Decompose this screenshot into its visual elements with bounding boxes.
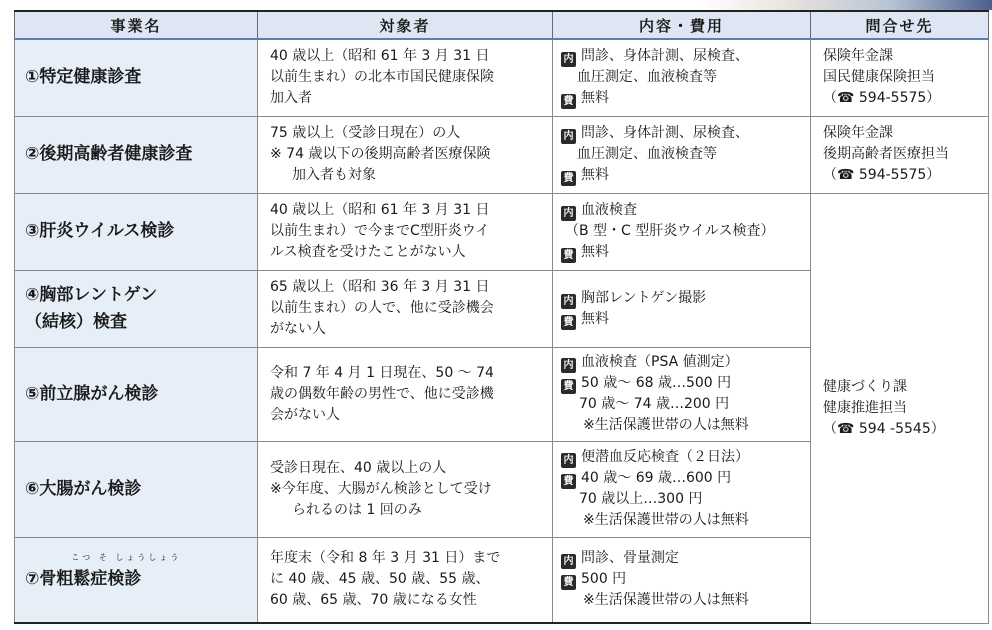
table-row	[15, 116, 989, 193]
furigana: こつ そ しょうしょう	[71, 553, 182, 563]
content-cost-cell	[553, 193, 811, 270]
header-program-name: 事業名	[15, 11, 258, 39]
program-name-part: ⑦骨粗	[25, 569, 74, 590]
contact-line: （☎ 594-5575）	[823, 90, 941, 107]
content-line: 血液検査（PSA 値測定）	[581, 354, 739, 370]
target-cell	[258, 39, 553, 116]
cost-line: 無料	[581, 90, 609, 107]
target-line: 令和 7 年 4 月 1 日現在、50 ～ 74	[270, 364, 494, 381]
header-content-cost: 内容・費用	[553, 11, 811, 39]
program-name-line: （結核）検査	[25, 311, 127, 332]
contact-line: 保険年金課	[823, 125, 893, 141]
content-badge-icon: 内	[561, 294, 576, 309]
contact-line: 保険年金課	[823, 48, 893, 65]
target-line: がない人	[270, 321, 326, 337]
cost-badge-icon: 費	[561, 379, 576, 394]
cost-badge-icon: 費	[561, 248, 576, 263]
cost-line: ※生活保護世帯の人は無料	[583, 592, 749, 609]
contact-line: （☎ 594-5575）	[823, 167, 941, 183]
cost-line: 40 歳～ 69 歳…600 円	[581, 470, 732, 486]
cost-badge-icon: 費	[561, 94, 576, 109]
content-line: 胸部レントゲン撮影	[581, 289, 707, 306]
cost-line: 50 歳～ 68 歳…500 円	[581, 375, 732, 391]
program-name: ⑤前立腺がん検診	[15, 347, 258, 441]
content-badge-icon: 内	[561, 52, 576, 67]
cost-line: ※生活保護世帯の人は無料	[583, 512, 749, 528]
contact-line: 後期高齢者医療担当	[823, 146, 949, 162]
contact-line: （☎ 594 -5545）	[823, 420, 945, 437]
target-line: 以前生まれ）の人で、他に受診機会	[270, 300, 494, 316]
content-line: 血圧測定、血液検査等	[577, 146, 717, 162]
content-cost-cell	[553, 116, 811, 193]
target-line: 加入者	[270, 90, 312, 107]
content-badge-icon: 内	[561, 358, 576, 373]
content-cost-cell	[553, 270, 811, 347]
content-badge-icon: 内	[561, 453, 576, 468]
content-cost-cell	[553, 441, 811, 537]
target-line: 65 歳以上（昭和 36 年 3 月 31 日	[270, 279, 490, 295]
cost-line: ※生活保護世帯の人は無料	[583, 417, 749, 433]
target-line: 60 歳、65 歳、70 歳になる女性	[270, 592, 477, 609]
cost-line: 無料	[581, 244, 609, 260]
cost-line: 無料	[581, 167, 609, 183]
content-line: 問診、身体計測、尿検査、	[581, 48, 749, 65]
target-line: 40 歳以上（昭和 61 年 3 月 31 日	[270, 48, 490, 65]
program-name: ①特定健康診査	[15, 39, 258, 116]
cost-badge-icon: 費	[561, 315, 576, 330]
content-line: 問診、身体計測、尿検査、	[581, 125, 749, 141]
content-line: （B 型・C 型肝炎ウイルス検査）	[565, 223, 775, 239]
target-cell	[258, 193, 553, 270]
target-line: ルス検査を受けたことがない人	[270, 244, 466, 260]
contact-cell	[811, 116, 989, 193]
table-header-row	[15, 11, 989, 39]
header-target: 対象者	[258, 11, 553, 39]
table-row	[15, 193, 989, 270]
contact-line: 健康推進担当	[823, 399, 907, 416]
target-line: 40 歳以上（昭和 61 年 3 月 31 日	[270, 202, 490, 218]
program-name: ③肝炎ウイルス検診	[15, 193, 258, 270]
content-badge-icon: 内	[561, 206, 576, 221]
content-cost-cell	[553, 347, 811, 441]
content-cost-cell	[553, 39, 811, 116]
cost-line: 70 歳以上…300 円	[579, 491, 703, 507]
target-cell	[258, 347, 553, 441]
contact-cell	[811, 39, 989, 116]
target-line: 会がない人	[270, 406, 340, 423]
header-photo-strip	[700, 0, 992, 10]
cost-badge-icon: 費	[561, 474, 576, 489]
target-cell	[258, 441, 553, 537]
target-line: ※今年度、大腸がん検診として受け	[270, 480, 492, 497]
content-badge-icon: 内	[561, 554, 576, 569]
target-line: に 40 歳、45 歳、50 歳、55 歳、	[270, 571, 490, 588]
content-cost-cell	[553, 537, 811, 623]
target-line: 以前生まれ）の北本市国民健康保険	[270, 69, 494, 86]
target-cell	[258, 537, 553, 623]
target-line: 年度末（令和 8 年 3 月 31 日）まで	[270, 550, 501, 567]
content-line: 問診、骨量測定	[581, 550, 679, 567]
program-name: ⑥大腸がん検診	[15, 441, 258, 537]
content-line: 便潜血反応検査（２日法）	[581, 449, 749, 465]
program-name-part: 症検診	[90, 569, 142, 590]
contact-line: 国民健康保険担当	[823, 69, 935, 86]
program-name-line: ④胸部レントゲン	[25, 284, 158, 305]
target-line: ※ 74 歳以下の後期高齢者医療保険	[270, 146, 491, 162]
table-row	[15, 39, 989, 116]
content-line: 血液検査	[581, 202, 637, 218]
target-line: 以前生まれ）で今までC型肝炎ウイ	[270, 223, 490, 239]
header-contact: 問合せ先	[811, 11, 989, 39]
target-line: 75 歳以上（受診日現在）の人	[270, 125, 461, 141]
content-line: 血圧測定、血液検査等	[577, 69, 717, 86]
target-cell	[258, 116, 553, 193]
contact-cell-shared	[811, 193, 989, 623]
program-name	[15, 270, 258, 347]
cost-badge-icon: 費	[561, 575, 576, 590]
program-name: ②後期高齢者健康診査	[15, 116, 258, 193]
cost-line: 無料	[581, 310, 609, 327]
target-cell	[258, 270, 553, 347]
contact-line: 健康づくり課	[823, 378, 907, 395]
target-line: 歳の偶数年齢の男性で、他に受診機	[270, 385, 494, 402]
content-badge-icon: 内	[561, 129, 576, 144]
cost-line: 500 円	[581, 571, 627, 588]
target-line: られるのは 1 回のみ	[292, 501, 422, 518]
health-checkup-table	[14, 10, 989, 624]
target-line: 加入者も対象	[292, 167, 376, 183]
target-line: 受診日現在、40 歳以上の人	[270, 459, 447, 476]
program-name	[15, 537, 258, 623]
cost-line: 70 歳～ 74 歳…200 円	[579, 396, 730, 412]
program-name-kanji-text: 鬆	[73, 569, 91, 590]
cost-badge-icon: 費	[561, 171, 576, 186]
